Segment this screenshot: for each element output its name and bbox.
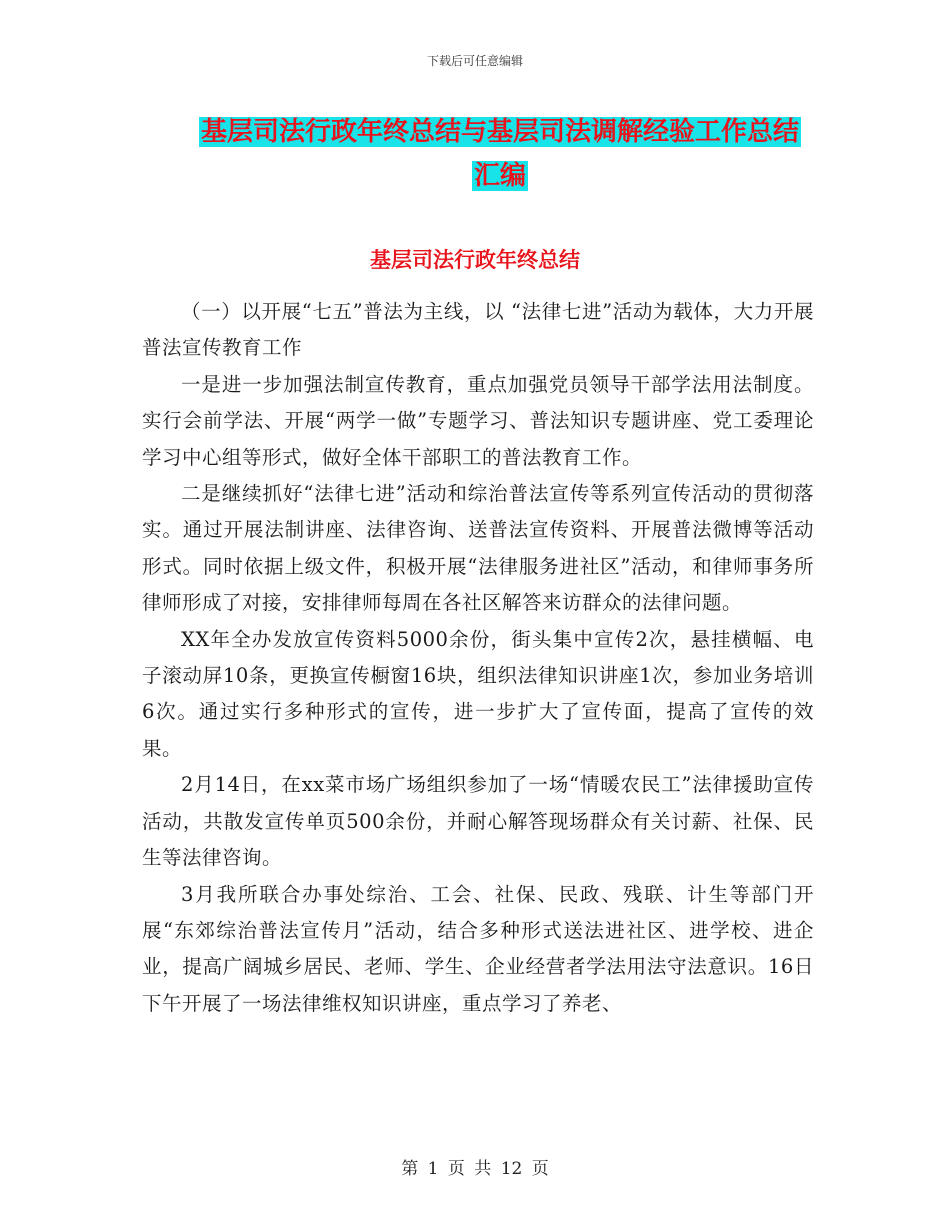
paragraph: 3月我所联合办事处综治、工会、社保、民政、残联、计生等部门开展“东郊综治普法宣传月”活动，结合多种形式送法进社区、进学校、进企业，提高广阔城乡居民、老师、学生、企业经营者学法用法守法意识。16日下午开展了一场法律维权知识讲座，重点学习了养老、 (142, 882, 814, 1015)
header-note: 下载后可任意编辑 (426, 54, 523, 68)
document-title-line-1: 基层司法行政年终总结与基层司法调解经验工作总结 (200, 117, 799, 147)
paragraph: 二是继续抓好“法律七进”活动和综治普法宣传等系列宣传活动的贯彻落实。通过开展法制讲座、法律咨询、送普法宣传资料、开展普法微博等活动形式。同时依据上级文件，积极开展“法律服务进社区”活动，和律师事务所律师形成了对接，安排律师每周在各社区解答来访群众的法律问题。 (142, 482, 814, 615)
paragraph: （一）以开展“七五”普法为主线，以 “法律七进”活动为载体，大力开展普法宣传教育工作 (142, 300, 814, 360)
paragraph: XX年全办发放宣传资料5000余份，街头集中宣传2次，悬挂横幅、电子滚动屏10条，更换宣传橱窗16块，组织法律知识讲座1次，参加业务培训6次。通过实行多种形式的宣传，进一步扩大了宣传面，提高了宣传的效果。 (142, 627, 814, 760)
paragraph: 2月14日，在xx菜市场广场组织参加了一场“情暖农民工”法律援助宣传活动，共散发宣传单页500余份，并耐心解答现场群众有关讨薪、社保、民生等法律咨询。 (142, 773, 814, 870)
document-title (120, 110, 880, 198)
paragraph: 一是进一步加强法制宣传教育，重点加强党员领导干部学法用法制度。实行会前学法、开展“两学一做”专题学习、普法知识专题讲座、党工委理论学习中心组等形式，做好全体干部职工的普法教育工作。 (142, 372, 814, 469)
section-title: 基层司法行政年终总结 (370, 248, 580, 272)
document-title-line-2: 汇编 (473, 161, 526, 191)
page-footer: 第 1 页 共 12 页 (401, 1159, 549, 1179)
body-text (142, 294, 814, 1022)
